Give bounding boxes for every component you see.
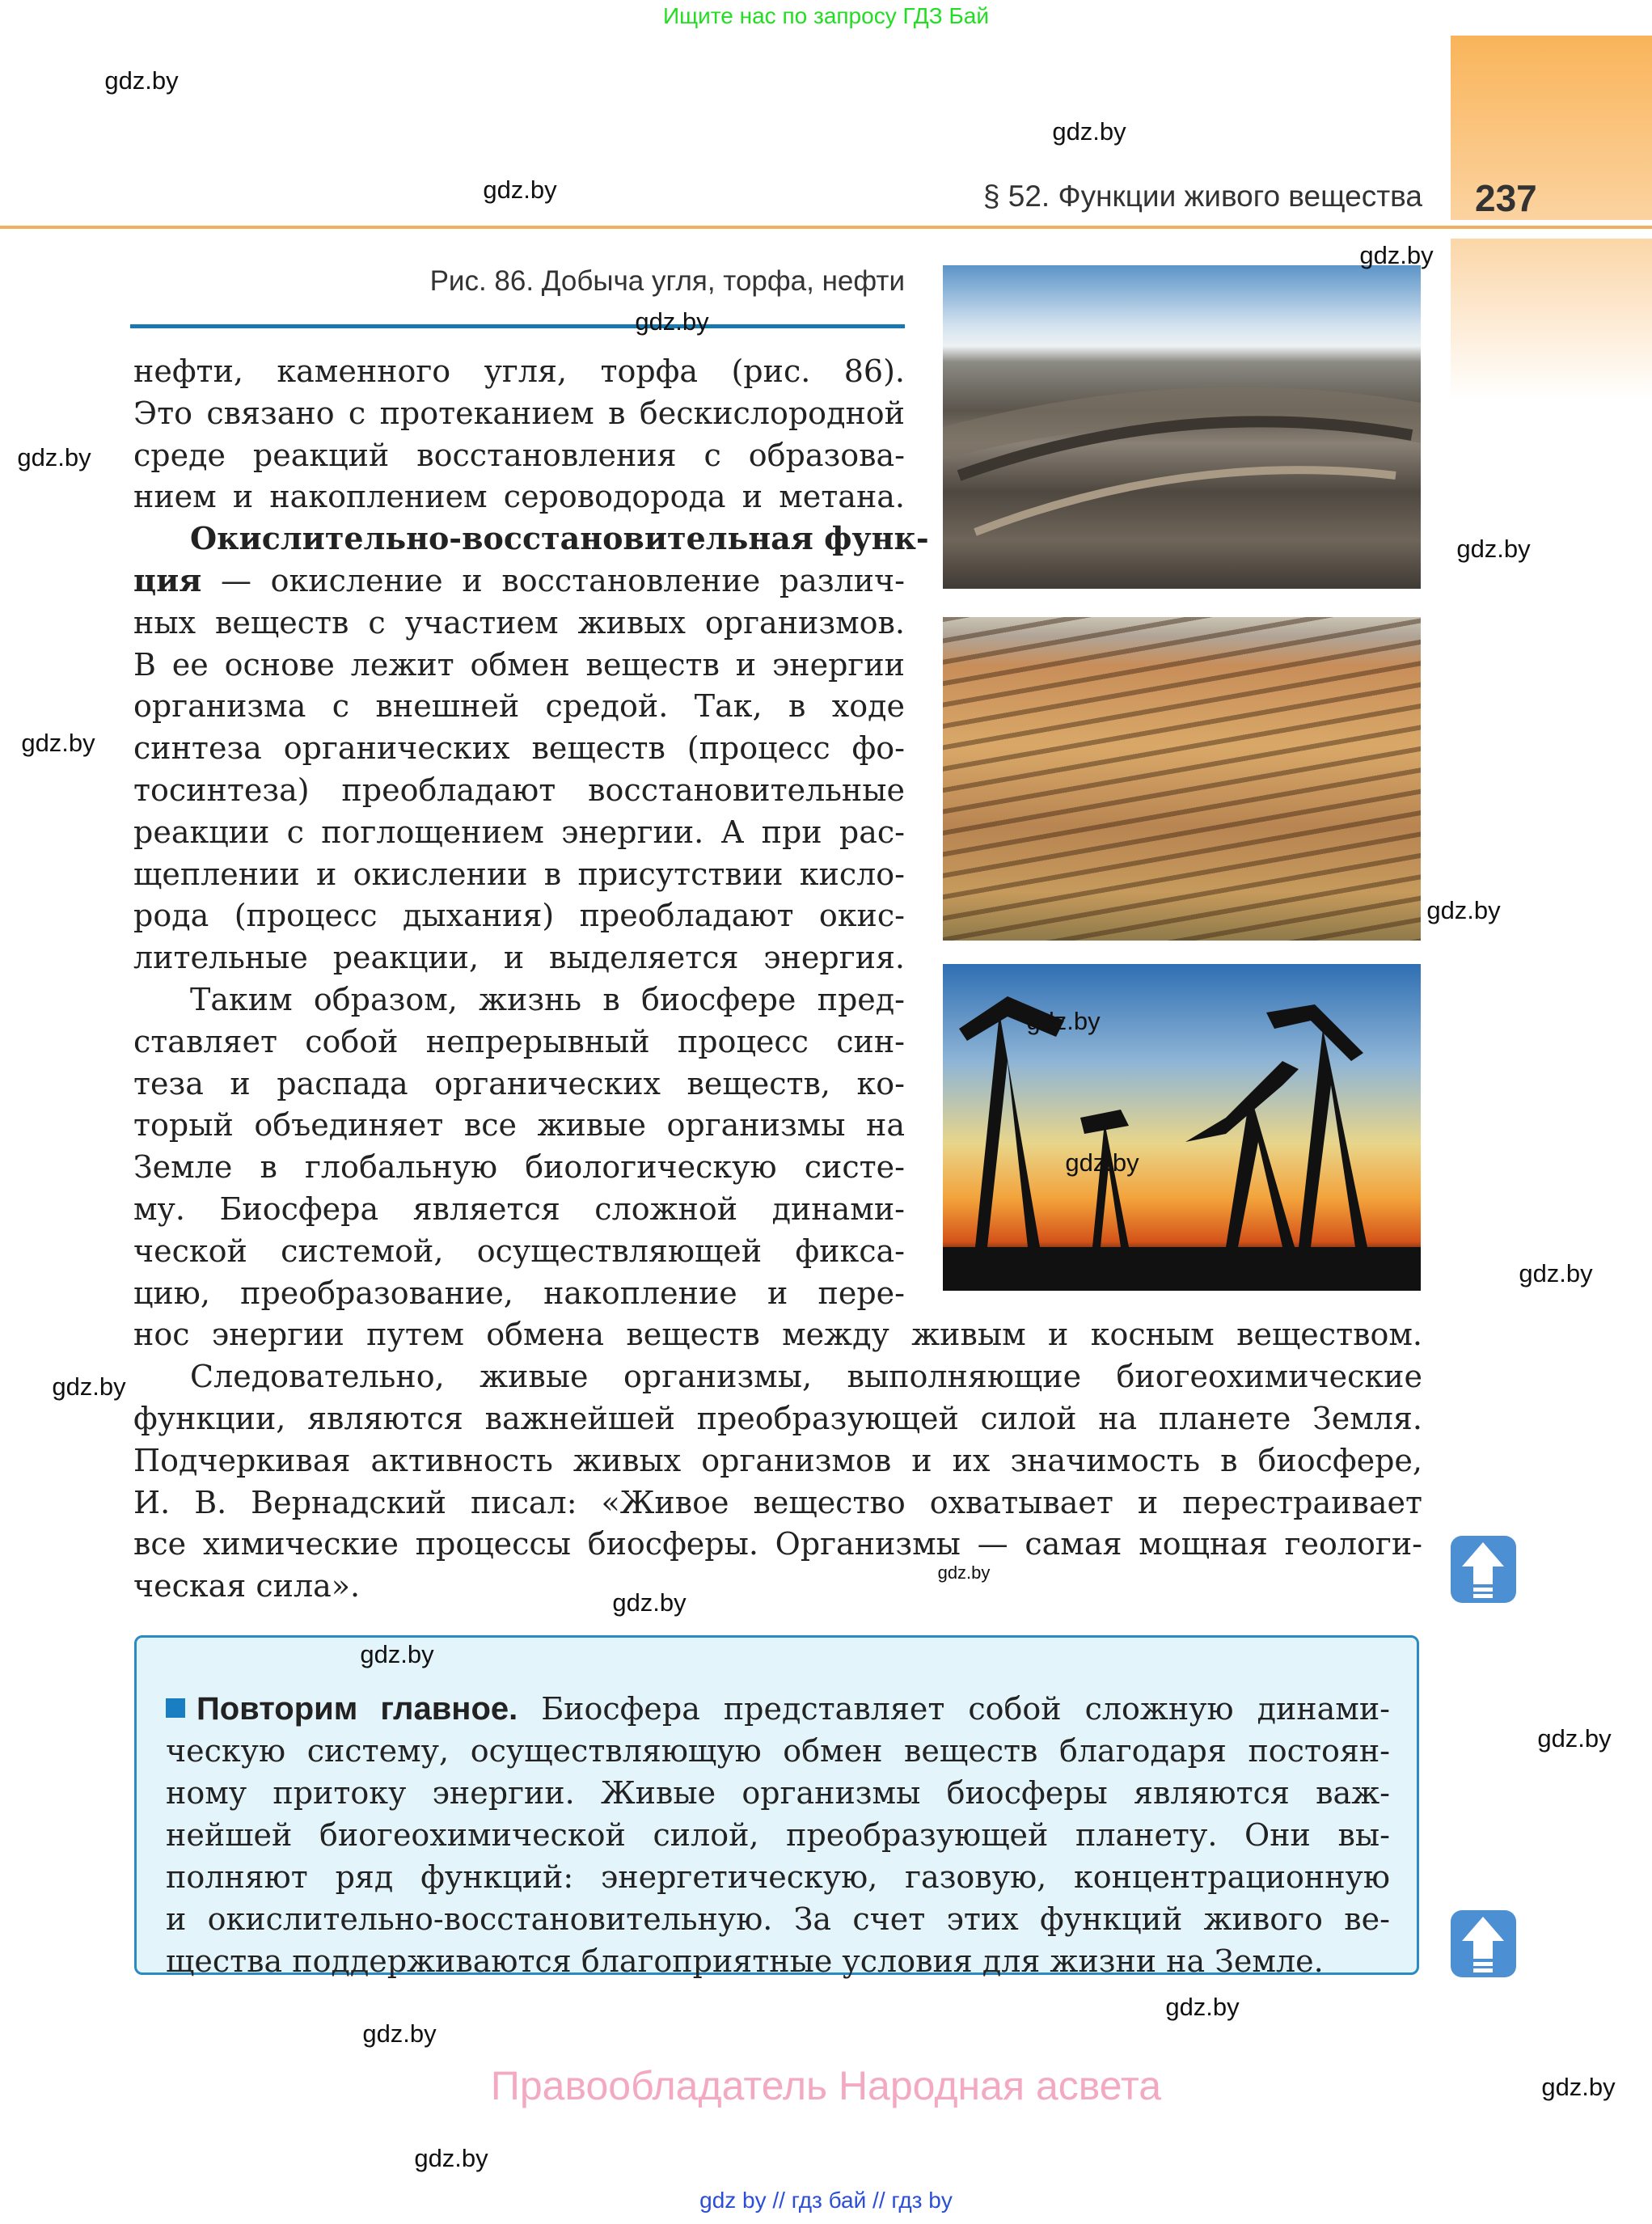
watermark: gdz.by xyxy=(635,307,709,336)
term-bold: Окислительно-восстановительная функ- xyxy=(190,520,929,557)
line-text: ческой системой, осуществляющей фикса- xyxy=(133,1233,905,1269)
line-text: — окисление и восстановление различ- xyxy=(201,563,905,598)
line-text: теза и распада органических веществ, ко- xyxy=(133,1065,905,1101)
watermark: gdz.by xyxy=(104,66,179,95)
line-text: рода (процесс дыхания) преобладают окис- xyxy=(133,898,905,934)
line-text: тосинтеза) преобладают восстановительные xyxy=(133,772,905,808)
watermark: gdz.by xyxy=(1359,241,1434,269)
body-line xyxy=(133,1272,905,1314)
line-text: Подчеркивая активность живых организмов и их значимость в биосфере, xyxy=(133,1442,1422,1478)
watermark: gdz.by xyxy=(17,443,91,471)
body-line xyxy=(133,602,905,644)
summary-line xyxy=(166,1688,1390,1730)
body-line xyxy=(190,518,929,560)
line-text: нефти, каменного угля, торфа (рис. 86). xyxy=(133,353,905,389)
watermark: gdz.by xyxy=(52,1372,126,1401)
caption-divider xyxy=(130,324,905,328)
line-text: Таким образом, жизнь в биосфере пред- xyxy=(190,982,905,1017)
square-bullet-icon xyxy=(166,1698,185,1718)
line-text: ному притоку энергии. Живые организмы биосферы являются важ- xyxy=(166,1775,1390,1811)
summary-lead: Повторим главное. xyxy=(196,1691,518,1727)
line-text: нейшей биогеохимической силой, преобразующей планету. Они вы- xyxy=(166,1817,1390,1853)
bottom-links[interactable]: gdz by // гдз бай // гдз by xyxy=(699,2188,953,2213)
body-line xyxy=(133,937,905,979)
body-line xyxy=(133,1021,905,1063)
summary-box xyxy=(134,1635,1419,1979)
watermark: gdz.by xyxy=(1537,1724,1612,1753)
body-line xyxy=(133,1397,1422,1440)
line-text: организма с внешней средой. Так, в ходе xyxy=(133,688,905,725)
up-arrow-icon[interactable] xyxy=(1451,1910,1516,1977)
line-text: цию, преобразование, накопление и пере- xyxy=(133,1275,905,1311)
line-text: и окислительно-восстановительную. За счет этих функций живого ве- xyxy=(166,1901,1390,1937)
watermark: gdz.by xyxy=(1541,2073,1616,2101)
peat-field-photo xyxy=(943,617,1421,941)
watermark: gdz.by xyxy=(21,729,95,757)
body-line xyxy=(133,1104,905,1146)
body-line xyxy=(133,1063,905,1105)
watermark: gdz.by xyxy=(1426,896,1501,924)
body-line xyxy=(133,1482,1422,1524)
line-text: Следовательно, живые организмы, выполняющие биогеохимические xyxy=(190,1359,1422,1395)
body-line xyxy=(133,1146,905,1188)
watermark: gdz.by xyxy=(1065,1148,1139,1177)
header-divider xyxy=(0,226,1652,229)
summary-line xyxy=(166,1730,1390,1772)
body-line xyxy=(133,894,905,937)
body-line xyxy=(133,392,905,434)
line-text: щеплении и окислении в присутствии кисло- xyxy=(133,856,905,892)
body-line xyxy=(133,685,905,727)
up-arrow-icon[interactable] xyxy=(1451,1536,1516,1603)
watermark: gdz.by xyxy=(1456,535,1531,563)
watermark: gdz.by xyxy=(1519,1259,1593,1287)
watermark: gdz.by xyxy=(414,2144,488,2172)
line-text: Это связано с протеканием в бескислородной xyxy=(133,395,905,431)
watermark: gdz.by xyxy=(483,175,557,204)
line-text: нос энергии путем обмена веществ между живым и косным веществом. xyxy=(133,1317,1422,1353)
body-line xyxy=(133,853,905,895)
line-text: реакции с поглощением энергии. А при рас- xyxy=(133,814,905,850)
line-text: среде реакций восстановления с образова- xyxy=(133,437,905,473)
page-number: 237 xyxy=(1475,177,1537,219)
search-hint: Ищите нас по запросу ГДЗ Бай xyxy=(662,3,990,28)
coal-mine-photo xyxy=(943,265,1421,589)
line-text: ческая сила». xyxy=(133,1568,361,1605)
term-bold: ция xyxy=(133,562,202,598)
body-line xyxy=(133,434,905,476)
body-line xyxy=(133,644,905,686)
body-line xyxy=(133,1230,905,1272)
oil-pumpjacks-photo xyxy=(943,964,1421,1291)
line-text: щества поддерживаются благоприятные условия для жизни на Земле. xyxy=(166,1943,1324,1979)
page-tab-fade xyxy=(1451,239,1652,400)
body-line xyxy=(133,769,905,811)
summary-line xyxy=(166,1940,1390,1982)
body-line xyxy=(133,1565,360,1607)
line-text: му. Биосфера является сложной динами- xyxy=(133,1191,905,1227)
section-title: § 52. Функции живого вещества xyxy=(982,180,1422,213)
watermark: gdz.by xyxy=(612,1588,687,1617)
line-text: синтеза органических веществ (процесс фо- xyxy=(133,730,905,767)
body-line xyxy=(133,811,905,853)
body-line xyxy=(133,727,905,769)
figure-caption: Рис. 86. Добыча угля, торфа, нефти xyxy=(429,265,905,297)
line-text: торый объединяет все живые организмы на xyxy=(133,1107,905,1144)
watermark: gdz.by xyxy=(1165,1993,1240,2021)
body-line xyxy=(133,560,905,602)
body-line xyxy=(190,979,905,1021)
line-text: все химические процессы биосферы. Организмы — самая мощная геологи- xyxy=(133,1526,1422,1562)
watermark: gdz.by xyxy=(1052,117,1126,146)
line-text: ных веществ с участием живых организмов. xyxy=(133,604,905,641)
line-text: Земле в глобальную биологическую систе- xyxy=(133,1149,905,1186)
body-line xyxy=(190,1355,1422,1397)
line-text: В ее основе лежит обмен веществ и энергии xyxy=(133,646,905,683)
watermark: gdz.by xyxy=(360,1640,434,1668)
line-text: полняют ряд функций: энергетическую, газовую, концентрационную xyxy=(166,1859,1390,1895)
body-line xyxy=(133,1188,905,1230)
line-text: Биосфера представляет собой сложную динами- xyxy=(518,1691,1391,1727)
summary-line xyxy=(166,1772,1390,1814)
watermark: gdz.by xyxy=(937,1562,991,1583)
summary-line xyxy=(166,1898,1390,1940)
body-line xyxy=(133,1313,1422,1355)
summary-line xyxy=(166,1856,1390,1898)
line-text: функции, являются важнейшей преобразующей силой на планете Земля. xyxy=(133,1401,1422,1436)
body-line xyxy=(133,350,905,392)
watermark: gdz.by xyxy=(1026,1007,1101,1035)
line-text: И. В. Вернадский писал: «Живое вещество охватывает и перестраивает xyxy=(133,1484,1422,1520)
copyright-footer: Правообладатель Народная асвета xyxy=(490,2063,1162,2108)
summary-line xyxy=(166,1814,1390,1856)
body-line xyxy=(133,1523,1422,1565)
line-text: ческую систему, осуществляющую обмен веществ благодаря постоян- xyxy=(166,1733,1390,1769)
line-text: лительные реакции, и выделяется энергия. xyxy=(133,940,905,976)
line-text: нием и накоплением сероводорода и метана. xyxy=(133,479,905,515)
body-line xyxy=(133,1440,1422,1482)
watermark: gdz.by xyxy=(362,2019,437,2048)
body-line xyxy=(133,476,905,518)
line-text: ставляет собой непрерывный процесс син- xyxy=(133,1023,905,1059)
